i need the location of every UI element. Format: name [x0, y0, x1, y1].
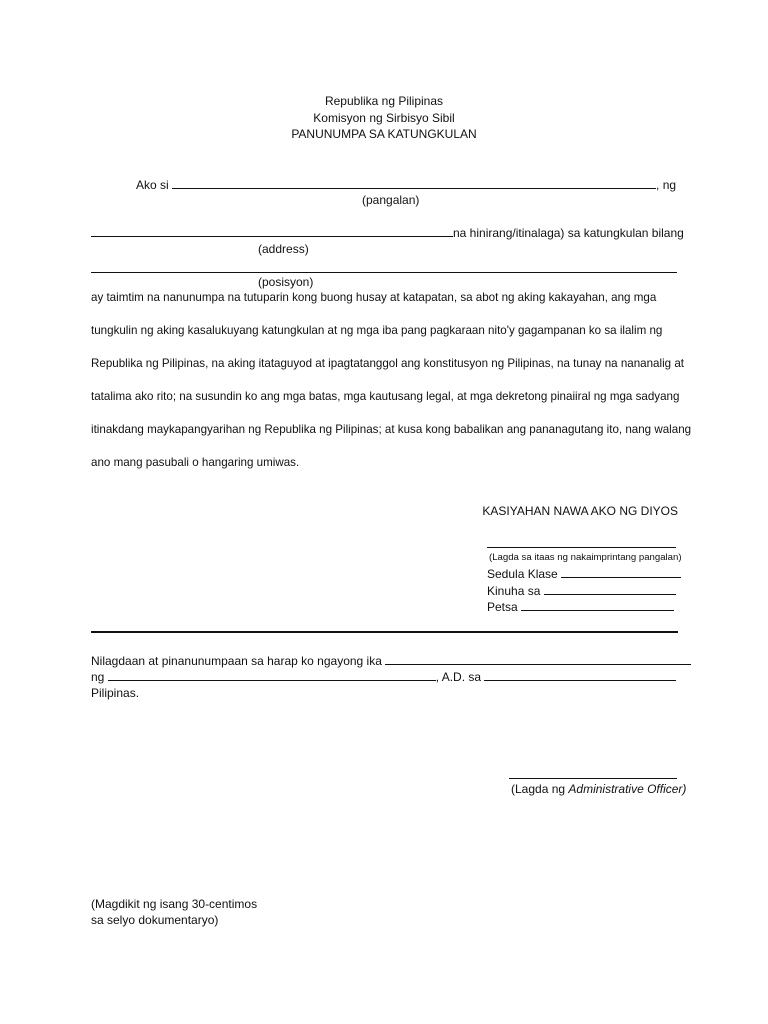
sedula-line [487, 567, 681, 581]
attest-ad: , A.D. sa [435, 670, 482, 684]
oath-line-1: ay taimtim na nanunumpa na tutuparin kong buong husay at katapatan, sa abot ng aking kakayahan, ang mga [91, 291, 657, 304]
address-line [91, 226, 684, 240]
name-prefix: Ako si [136, 178, 169, 192]
oath-line-4: tatalima ako rito; na susundin ko ang mga batas, mga kautusang legal, at mga dekretong pinaiiral ng mga sadyang [91, 390, 680, 403]
kinuha-label: Kinuha sa [487, 584, 541, 598]
oath-line-5: itinakdang maykapangyarihan ng Republika ng Pilipinas; at kusa kong babalikan ang pananagutang ito, nang walang [91, 423, 692, 436]
sedula-field[interactable] [561, 567, 681, 578]
oath-line-2: tungkulin ng aking kasalukuyang katungkulan at ng mga iba pang pagkaraan nito'y gagampanan ko sa ilalim ng [91, 324, 663, 337]
officer-caption-prefix: (Lagda ng [511, 782, 569, 796]
sedula-label: Sedula Klase [487, 567, 558, 581]
position-field[interactable] [91, 258, 677, 273]
name-field[interactable] [172, 178, 656, 189]
name-line [136, 178, 676, 192]
officer-caption [511, 782, 686, 796]
position-caption: (posisyon) [258, 275, 314, 289]
address-suffix: na hinirang/itinalaga) sa katungkulan bilang [453, 226, 684, 240]
petsa-line [487, 600, 674, 614]
name-caption: (pangalan) [362, 193, 420, 207]
attest-day-field[interactable] [385, 654, 691, 665]
section-divider [91, 631, 678, 633]
oath-line-6: ano mang pasubali o hangaring umiwas. [91, 456, 300, 469]
signature-caption: (Lagda sa itaas ng nakaimprintang pangalan) [489, 552, 682, 563]
header-republic: Republika ng Pilipinas [324, 94, 444, 108]
closing-phrase: KASIYAHAN NAWA AKO NG DIYOS [482, 504, 678, 518]
stamp-note-line-2: sa selyo dokumentaryo) [91, 913, 219, 927]
attest-line-2 [91, 670, 676, 684]
petsa-label: Petsa [487, 600, 518, 614]
attest-text: Nilagdaan at pinanunumpaan sa harap ko ngayong ika [91, 654, 382, 668]
attest-month-field[interactable] [108, 670, 436, 681]
officer-caption-title: Administrative Officer) [568, 782, 687, 796]
attest-line-3: Pilipinas. [91, 686, 140, 700]
header-commission: Komisyon ng Sirbisyo Sibil [313, 111, 455, 125]
oath-line-3: Republika ng Pilipinas, na aking itataguyod at ipagtatanggol ang konstitusyon ng Pilipinas, na tunay na nananalig at [91, 357, 684, 370]
petsa-field[interactable] [521, 600, 674, 611]
document-title: PANUNUMPA SA KATUNGKULAN [291, 127, 477, 141]
attest-place-field[interactable] [484, 670, 676, 681]
address-caption: (address) [258, 242, 309, 256]
kinuha-field[interactable] [544, 584, 676, 595]
attest-ng: ng [91, 670, 105, 684]
officer-signature-field[interactable] [509, 767, 677, 779]
attest-line-1 [91, 654, 691, 668]
name-suffix: , ng [656, 178, 677, 192]
address-field[interactable] [91, 226, 453, 237]
stamp-note-line-1: (Magdikit ng isang 30-centimos [91, 897, 258, 911]
kinuha-line [487, 584, 676, 598]
signature-field[interactable] [487, 536, 676, 548]
